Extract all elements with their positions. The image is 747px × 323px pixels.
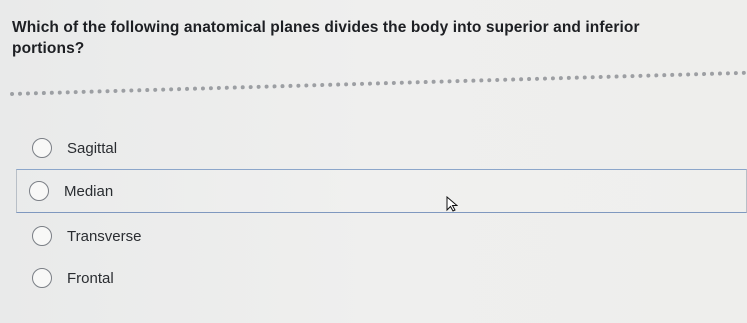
- choice-median[interactable]: [16, 169, 747, 213]
- choice-label: Median: [64, 182, 114, 200]
- choice-transverse[interactable]: [20, 218, 745, 254]
- answer-choices: [0, 130, 747, 310]
- radio-button-icon[interactable]: [32, 226, 52, 246]
- radio-button-icon[interactable]: [32, 268, 52, 288]
- dotted-divider: [10, 71, 747, 104]
- choice-label: Sagittal: [67, 139, 118, 157]
- mouse-pointer-icon: [446, 196, 458, 212]
- choice-frontal[interactable]: [20, 260, 745, 296]
- question-text: Which of the following anatomical planes divides the body into superior and inferior portions?: [12, 19, 640, 57]
- choice-sagittal[interactable]: [20, 130, 745, 166]
- choice-label: Frontal: [67, 269, 114, 287]
- radio-button-icon[interactable]: [29, 181, 49, 201]
- radio-button-icon[interactable]: [32, 138, 52, 158]
- choice-label: Transverse: [67, 227, 142, 245]
